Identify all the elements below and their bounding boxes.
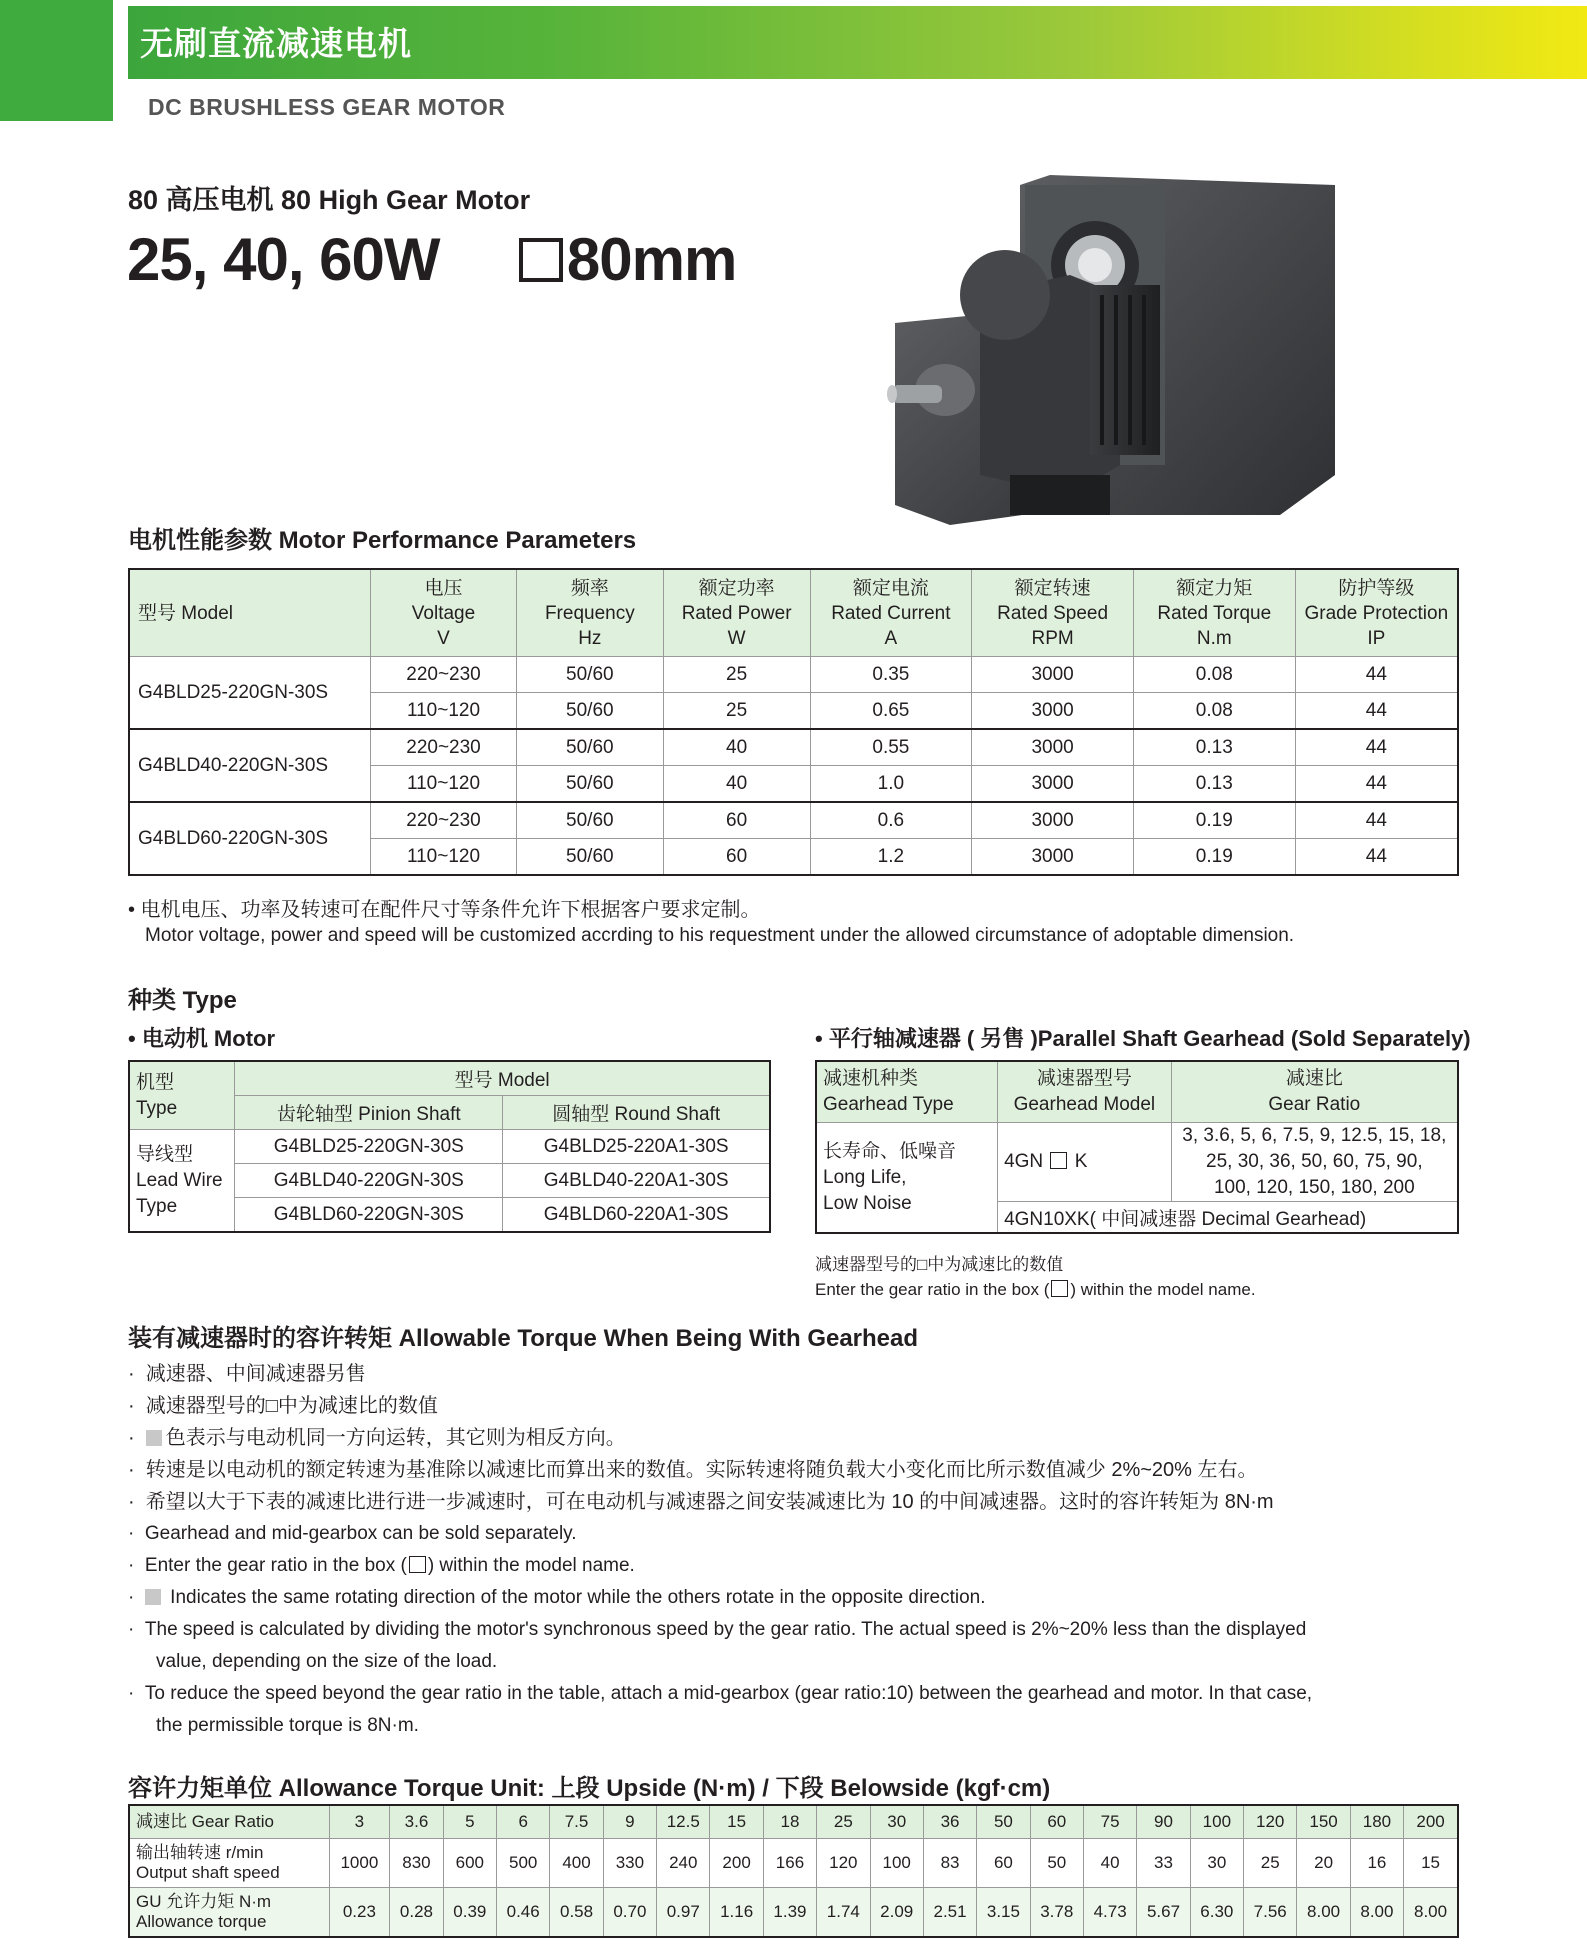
torque-table: [128, 1804, 1459, 1938]
perf-cell: 44: [1295, 802, 1458, 839]
gearhead-type-cell: [816, 1123, 998, 1234]
bullet-text: 减速器型号的□中为减速比的数值: [145, 1395, 438, 1417]
bullet-text: value, depending on the size of the load.: [156, 1651, 498, 1672]
torque-cell-ratios: 75: [1083, 1805, 1136, 1839]
motor-type-col-round: 圆轴型 Round Shaft: [503, 1096, 770, 1130]
pinion-model: G4BLD40-220GN-30S: [235, 1164, 503, 1198]
round-model: G4BLD40-220A1-30S: [503, 1164, 770, 1198]
bullet-item: · Gearhead and mid-gearbox can be sold separately.: [128, 1523, 577, 1544]
torque-cell-torques: 0.70: [603, 1888, 656, 1938]
torque-cell-ratios: 9: [603, 1805, 656, 1839]
perf-cell: 60: [663, 802, 810, 839]
torque-cell-speeds: 40: [1083, 1839, 1136, 1888]
perf-col-header-line: 频率: [570, 577, 609, 599]
product-spec: [127, 225, 736, 294]
perf-cell: 220~230: [371, 729, 517, 766]
perf-cell: 3000: [972, 729, 1134, 766]
gearhead-table: [815, 1060, 1459, 1234]
perf-cell: 0.35: [810, 657, 972, 693]
bullet-text: Gearhead and mid-gearbox can be sold separately.: [144, 1523, 577, 1544]
torque-cell-torques: 1.74: [817, 1888, 870, 1938]
torque-cell-speeds: 30: [1190, 1839, 1243, 1888]
motor-type-heading: • 电动机 Motor: [128, 1026, 276, 1051]
perf-cell: 220~230: [371, 657, 517, 693]
pinion-model: G4BLD25-220GN-30S: [235, 1130, 503, 1164]
torque-cell-torques: 3.15: [977, 1888, 1030, 1938]
row-type-en2: Type: [136, 1195, 178, 1217]
bullet-text: The speed is calculated by dividing the motor's synchronous speed by the gear ratio. The actual speed is 2%~20% less than the displayed: [144, 1619, 1307, 1640]
row-type-en1: Lead Wire: [136, 1169, 223, 1191]
perf-cell: 3000: [972, 839, 1134, 876]
torque-cell-ratios: 18: [763, 1805, 816, 1839]
perf-model-cell: G4BLD60-220GN-30S: [129, 802, 371, 875]
torque-cell-ratios: 120: [1244, 1805, 1297, 1839]
gearhead-model-cell: [998, 1123, 1172, 1202]
gearhead-col-model: [998, 1061, 1172, 1123]
torque-label-speed: [129, 1839, 329, 1888]
bullet-item: · 色表示与电动机同一方向运转，其它则为相反方向。: [128, 1427, 626, 1449]
bullet-text: 转速是以电动机的额定转速为基准除以减速比而算出来的数值。实际转速将随负载大小变化而比所示数值减少 2%~20% 左右。: [145, 1459, 1258, 1481]
page-title-en: DC BRUSHLESS GEAR MOTOR: [148, 94, 506, 120]
torque-cell-ratios: 50: [977, 1805, 1030, 1839]
product-power: 25, 40, 60W: [127, 226, 440, 293]
gearhead-heading: • 平行轴减速器 ( 另售 )Parallel Shaft Gearhead (Sold Separately): [815, 1026, 1471, 1051]
perf-note-en: Motor voltage, power and speed will be customized accrding to his requestment under the allowed circumstance of adoptable dimension.: [145, 925, 1295, 946]
torque-cell-ratios: 100: [1190, 1805, 1243, 1839]
round-model: G4BLD25-220A1-30S: [503, 1130, 770, 1164]
torque-cell-torques: 1.16: [710, 1888, 763, 1938]
perf-col-header: [1133, 569, 1295, 657]
gearhead-note-en: [815, 1280, 1256, 1300]
bullet-text: 色表示与电动机同一方向运转，其它则为相反方向。: [165, 1427, 626, 1449]
type-heading: 种类 Type: [128, 987, 237, 1014]
box-icon: [1051, 1280, 1068, 1297]
gray-square-icon: [146, 1430, 162, 1446]
gh-ratio-line: 3, 3.6, 5, 6, 7.5, 9, 12.5, 15, 18,: [1182, 1125, 1447, 1146]
perf-cell: 3000: [972, 693, 1134, 730]
perf-cell: 50/60: [516, 766, 663, 803]
perf-col-header-line: V: [437, 627, 450, 649]
torque-cell-speeds: 600: [443, 1839, 496, 1888]
perf-col-header: [972, 569, 1134, 657]
torque-cell-ratios: 3: [329, 1805, 390, 1839]
motor-product-image: [880, 175, 1470, 535]
torque-cell-ratios: 25: [817, 1805, 870, 1839]
perf-col-header-line: 防护等级: [1338, 577, 1415, 599]
perf-cell: 110~120: [371, 839, 517, 876]
header-accent-block: [0, 0, 113, 121]
bullet-item: · To reduce the speed beyond the gear ratio in the table, attach a mid-gearbox (gear ratio:10) between the gearhead and motor. In that case,: [128, 1683, 1313, 1704]
allowable-bullets: [128, 1358, 1312, 1742]
perf-col-header-line: Grade Protection: [1304, 602, 1449, 624]
perf-heading: 电机性能参数 Motor Performance Parameters: [128, 527, 637, 554]
perf-cell: 0.19: [1133, 802, 1295, 839]
perf-cell: 0.08: [1133, 657, 1295, 693]
perf-cell: 50/60: [516, 802, 663, 839]
perf-row: [129, 802, 1458, 839]
perf-col-header-line: 型号 Model: [138, 602, 234, 624]
gearhead-ratio-cell: [1171, 1123, 1458, 1202]
perf-col-header: [371, 569, 517, 657]
perf-cell: 44: [1295, 766, 1458, 803]
gearhead-note-cn: 减速器型号的□中为减速比的数值: [815, 1255, 1064, 1274]
torque-label-en: Allowance torque: [136, 1912, 267, 1931]
allowable-heading: 装有减速器时的容许转矩 Allowable Torque When Being With Gearhead: [128, 1325, 919, 1352]
perf-cell: 50/60: [516, 657, 663, 693]
perf-col-header-line: RPM: [1031, 627, 1074, 649]
bullet-item: · 减速器、中间减速器另售: [128, 1363, 366, 1385]
perf-col-header-line: 额定转速: [1014, 577, 1091, 599]
speed-label-cn: 输出轴转速 r/min: [136, 1843, 264, 1862]
gh-ratio-line: 100, 120, 150, 180, 200: [1213, 1177, 1415, 1198]
motor-type-col-pinion: 齿轮轴型 Pinion Shaft: [235, 1096, 503, 1130]
perf-cell: 0.6: [810, 802, 972, 839]
gray-square-icon: [145, 1589, 161, 1605]
perf-col-header: [663, 569, 810, 657]
torque-cell-speeds: 500: [497, 1839, 550, 1888]
torque-cell-speeds: 240: [657, 1839, 710, 1888]
perf-cell: 3000: [972, 802, 1134, 839]
bullet-item: · 希望以大于下表的减速比进行进一步减速时，可在电动机与减速器之间安装减速比为 10 的中间减速器。这时的容许转矩为 8N·m: [128, 1491, 1274, 1513]
perf-cell: 1.2: [810, 839, 972, 876]
bullet-text: Indicates the same rotating direction of the motor while the others rotate in the opposite direction.: [170, 1587, 986, 1608]
torque-cell-speeds: 100: [870, 1839, 923, 1888]
perf-col-header-line: W: [727, 627, 746, 649]
perf-col-header-line: Frequency: [544, 602, 635, 624]
bullet-text: Enter the gear ratio in the box (: [144, 1555, 407, 1576]
perf-col-header-line: 额定力矩: [1176, 577, 1253, 599]
perf-cell: 50/60: [516, 693, 663, 730]
torque-cell-speeds: 25: [1244, 1839, 1297, 1888]
torque-cell-torques: 0.46: [497, 1888, 550, 1938]
perf-cell: 50/60: [516, 839, 663, 876]
perf-col-header-line: Voltage: [411, 602, 476, 624]
torque-cell-speeds: 50: [1030, 1839, 1083, 1888]
perf-row: [129, 729, 1458, 766]
torque-cell-ratios: 30: [870, 1805, 923, 1839]
bullet-item: · The speed is calculated by dividing the motor's synchronous speed by the gear ratio. The actual speed is 2%~20% less than the displayed: [128, 1619, 1307, 1640]
perf-col-header-line: 额定功率: [698, 577, 775, 599]
torque-cell-speeds: 20: [1297, 1839, 1350, 1888]
bullet-item-cont: [128, 1646, 1312, 1678]
box-icon: [1050, 1152, 1067, 1169]
perf-cell: 44: [1295, 693, 1458, 730]
torque-cell-torques: 0.23: [329, 1888, 390, 1938]
bullet-item: · 转速是以电动机的额定转速为基准除以减速比而算出来的数值。实际转速将随负载大小变化而比所示数值减少 2%~20% 左右。: [128, 1459, 1258, 1481]
gh-model-en: Gearhead Model: [1013, 1094, 1156, 1115]
torque-label-cn: GU 允许力矩 N·m: [136, 1892, 272, 1911]
bullet-item-cont: [128, 1710, 1312, 1742]
perf-cell: 3000: [972, 766, 1134, 803]
bullet-item: · Enter the gear ratio in the box ( ) within the model name.: [128, 1555, 635, 1576]
torque-cell-speeds: 83: [923, 1839, 976, 1888]
torque-cell-torques: 8.00: [1404, 1888, 1458, 1938]
perf-row: [129, 657, 1458, 693]
torque-cell-torques: 0.97: [657, 1888, 710, 1938]
motor-type-col-type: [129, 1061, 235, 1130]
gh-ratio-en: Gear Ratio: [1268, 1094, 1361, 1115]
torque-cell-ratios: 200: [1404, 1805, 1458, 1839]
torque-cell-speeds: 400: [550, 1839, 603, 1888]
torque-cell-ratios: 6: [497, 1805, 550, 1839]
torque-cell-torques: 6.30: [1190, 1888, 1243, 1938]
perf-model-cell: G4BLD40-220GN-30S: [129, 729, 371, 802]
gearhead-col-ratio: [1171, 1061, 1458, 1123]
gh-note-pre: Enter the gear ratio in the box (: [815, 1280, 1050, 1299]
bullet-item: · Indicates the same rotating direction of the motor while the others rotate in the opposite direction.: [128, 1587, 986, 1608]
perf-cell: 0.55: [810, 729, 972, 766]
torque-cell-ratios: 5: [443, 1805, 496, 1839]
gh-ratio-line: 25, 30, 36, 50, 60, 75, 90,: [1206, 1151, 1423, 1172]
motor-type-col-type-cn: 机型: [136, 1071, 175, 1093]
perf-col-header: [810, 569, 972, 657]
gh-ratio-cn: 减速比: [1285, 1068, 1343, 1089]
torque-cell-ratios: 60: [1030, 1805, 1083, 1839]
perf-cell: 3000: [972, 657, 1134, 693]
torque-cell-ratios: 180: [1350, 1805, 1403, 1839]
torque-cell-torques: 2.51: [923, 1888, 976, 1938]
torque-cell-speeds: 330: [603, 1839, 656, 1888]
product-series: 80 高压电机 80 High Gear Motor: [128, 185, 531, 215]
speed-label-en: Output shaft speed: [136, 1863, 280, 1882]
pinion-model: G4BLD60-220GN-30S: [235, 1198, 503, 1233]
torque-cell-torques: 2.09: [870, 1888, 923, 1938]
perf-cell: 25: [663, 693, 810, 730]
gh-type-en: Gearhead Type: [823, 1094, 954, 1115]
perf-cell: 44: [1295, 657, 1458, 693]
torque-cell-ratios: 150: [1297, 1805, 1350, 1839]
torque-cell-torques: 0.58: [550, 1888, 603, 1938]
performance-table: [128, 568, 1459, 876]
motor-type-col-type-en: Type: [136, 1097, 178, 1119]
perf-col-header-line: N.m: [1196, 627, 1232, 649]
gh-note-post: ) within the model name.: [1070, 1280, 1256, 1299]
perf-col-header-line: IP: [1367, 627, 1386, 649]
torque-cell-ratios: 7.5: [550, 1805, 603, 1839]
row-type-cn: 导线型: [136, 1143, 194, 1165]
torque-cell-ratios: 15: [710, 1805, 763, 1839]
torque-cell-ratios: 36: [923, 1805, 976, 1839]
gh-type-cn: 减速机种类: [823, 1068, 919, 1089]
torque-cell-speeds: 33: [1137, 1839, 1190, 1888]
perf-cell: 25: [663, 657, 810, 693]
bullet-item: · 减速器型号的□中为减速比的数值: [128, 1395, 438, 1417]
bullet-text: ) within the model name.: [427, 1555, 635, 1576]
perf-cell: 0.08: [1133, 693, 1295, 730]
torque-cell-ratios: 12.5: [657, 1805, 710, 1839]
perf-cell: 0.13: [1133, 729, 1295, 766]
torque-cell-torques: 0.39: [443, 1888, 496, 1938]
gh-type-text-en1: Long Life,: [823, 1166, 907, 1188]
perf-col-header-line: Hz: [578, 627, 602, 649]
perf-cell: 0.13: [1133, 766, 1295, 803]
torque-cell-ratios: 3.6: [390, 1805, 443, 1839]
torque-cell-torques: 4.73: [1083, 1888, 1136, 1938]
torque-label-torque: [129, 1888, 329, 1938]
perf-cell: 0.65: [810, 693, 972, 730]
torque-cell-torques: 3.78: [1030, 1888, 1083, 1938]
torque-cell-speeds: 120: [817, 1839, 870, 1888]
bullet-text: 希望以大于下表的减速比进行进一步减速时，可在电动机与减速器之间安装减速比为 10 的中间减速器。这时的容许转矩为 8N·m: [145, 1491, 1274, 1513]
motor-type-row-type: [129, 1130, 235, 1233]
square-frame-icon: [519, 238, 563, 282]
perf-cell: 0.19: [1133, 839, 1295, 876]
gearhead-decimal: 4GN10XK( 中间减速器 Decimal Gearhead): [998, 1202, 1458, 1234]
torque-cell-ratios: 90: [1137, 1805, 1190, 1839]
torque-cell-speeds: 830: [390, 1839, 443, 1888]
perf-col-header: [1295, 569, 1458, 657]
torque-cell-speeds: 15: [1404, 1839, 1458, 1888]
torque-cell-speeds: 200: [710, 1839, 763, 1888]
perf-col-header: [129, 569, 371, 657]
perf-col-header-line: Rated Power: [681, 602, 792, 624]
bullet-text: To reduce the speed beyond the gear ratio in the table, attach a mid-gearbox (gear ratio:10) between the gearhead and motor. In that case,: [144, 1683, 1313, 1704]
gh-model-prefix: 4GN: [1004, 1151, 1044, 1172]
torque-label-ratio: 减速比 Gear Ratio: [129, 1805, 329, 1839]
torque-cell-torques: 1.39: [763, 1888, 816, 1938]
torque-cell-torques: 0.28: [390, 1888, 443, 1938]
perf-note-cn: • 电机电压、功率及转速可在配件尺寸等条件允许下根据客户要求定制。: [128, 899, 761, 921]
perf-cell: 60: [663, 839, 810, 876]
perf-col-header-line: A: [884, 627, 898, 649]
torque-cell-speeds: 1000: [329, 1839, 390, 1888]
perf-col-header-line: Rated Speed: [997, 602, 1109, 624]
perf-cell: 110~120: [371, 693, 517, 730]
perf-cell: 44: [1295, 729, 1458, 766]
perf-cell: 44: [1295, 839, 1458, 876]
torque-cell-torques: 8.00: [1297, 1888, 1350, 1938]
product-size: 80mm: [566, 226, 737, 293]
torque-cell-speeds: 60: [977, 1839, 1030, 1888]
perf-cell: 50/60: [516, 729, 663, 766]
perf-model-cell: G4BLD25-220GN-30S: [129, 657, 371, 730]
perf-col-header-line: Rated Torque: [1157, 602, 1272, 624]
torque-cell-torques: 7.56: [1244, 1888, 1297, 1938]
perf-cell: 40: [663, 729, 810, 766]
torque-cell-speeds: 166: [763, 1839, 816, 1888]
bullet-text: the permissible torque is 8N·m.: [156, 1715, 419, 1736]
bullet-text: 减速器、中间减速器另售: [145, 1363, 366, 1385]
perf-col-header-line: Rated Current: [831, 602, 951, 624]
torque-cell-torques: 8.00: [1350, 1888, 1403, 1938]
torque-cell-speeds: 16: [1350, 1839, 1403, 1888]
perf-cell: 1.0: [810, 766, 972, 803]
gh-model-cn: 减速器型号: [1036, 1068, 1132, 1089]
torque-cell-torques: 5.67: [1137, 1888, 1190, 1938]
page-title-cn: 无刷直流减速电机: [140, 25, 412, 62]
box-icon: [409, 1556, 426, 1573]
torque-heading: 容许力矩单位 Allowance Torque Unit: 上段 Upside (N·m) / 下段 Belowside (kgf·cm): [128, 1775, 1051, 1802]
perf-col-header-line: 电压: [424, 577, 463, 599]
perf-col-header-line: 额定电流: [852, 577, 929, 599]
perf-col-header: [516, 569, 663, 657]
perf-cell: 110~120: [371, 766, 517, 803]
motor-type-col-model: 型号 Model: [235, 1061, 770, 1096]
perf-cell: 40: [663, 766, 810, 803]
motor-type-table: [128, 1060, 771, 1233]
gh-type-text-en2: Low Noise: [823, 1192, 912, 1214]
gearhead-col-type: [816, 1061, 998, 1123]
round-model: G4BLD60-220A1-30S: [503, 1198, 770, 1233]
perf-cell: 220~230: [371, 802, 517, 839]
gh-model-suffix: K: [1074, 1151, 1088, 1172]
gh-type-text-cn: 长寿命、低噪音: [823, 1140, 957, 1162]
